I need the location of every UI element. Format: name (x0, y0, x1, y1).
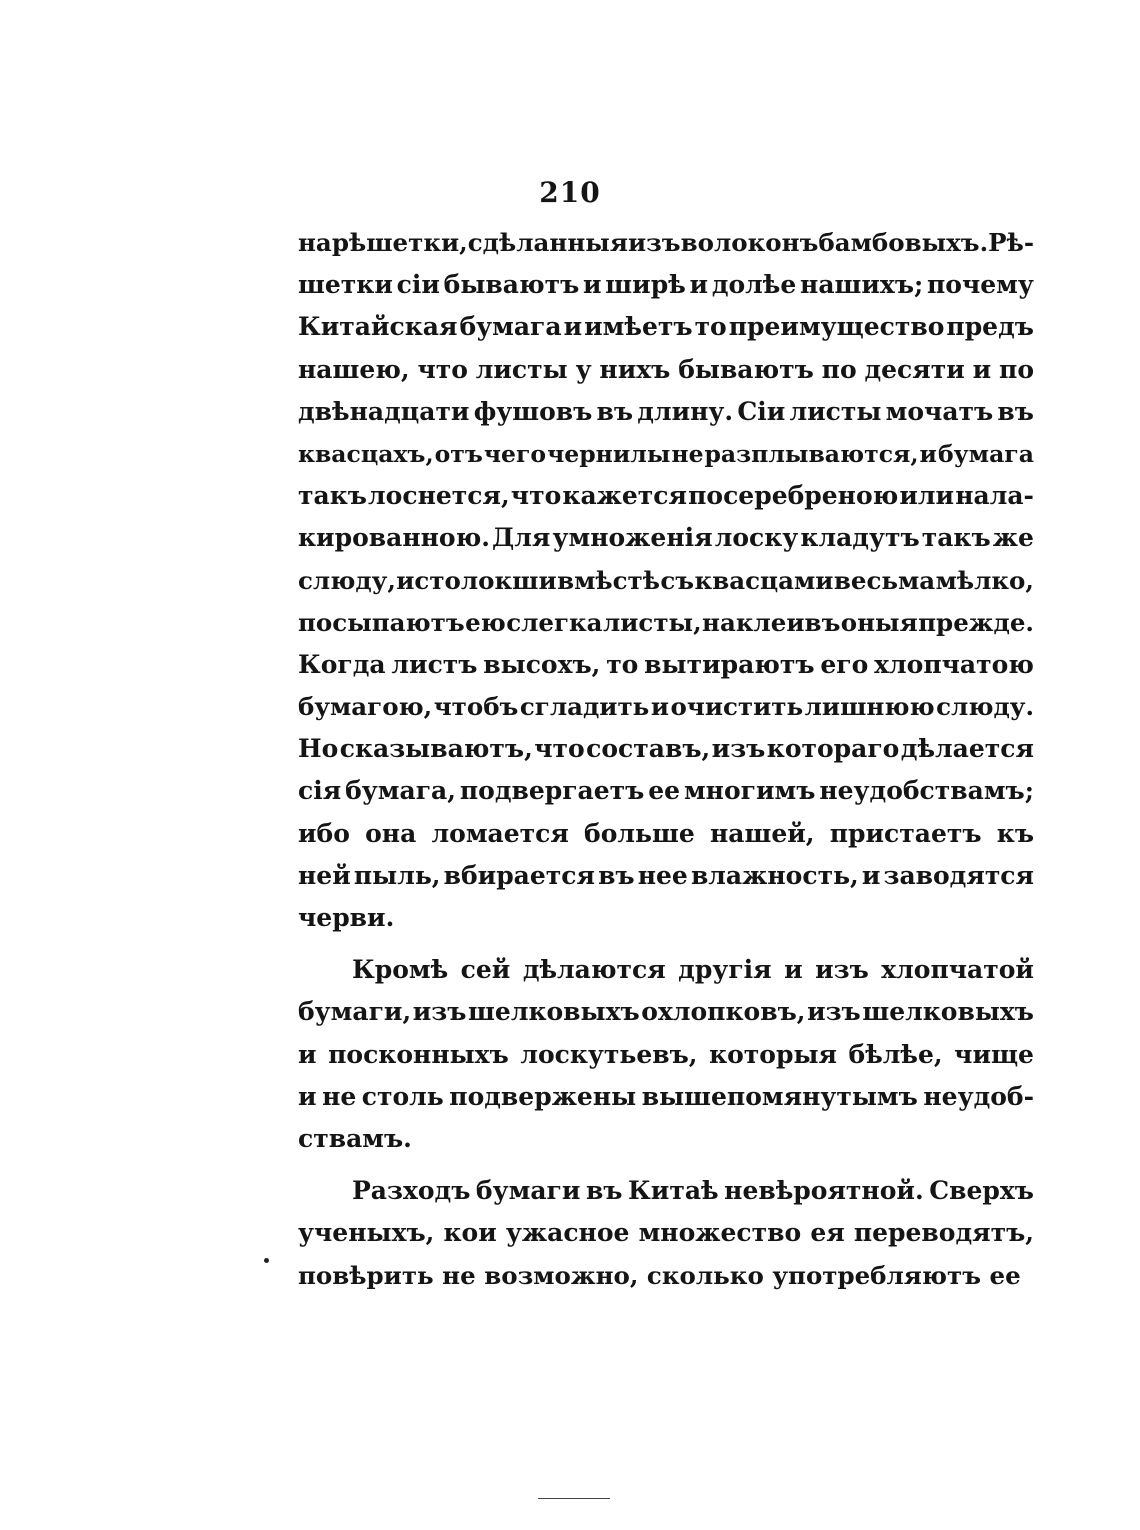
text-line: нашею, что листы у нихъ бываютъ по десяти и по (298, 354, 1034, 384)
text-line: Разходъ бумаги въ Китаѣ невѣроятной. Сверхъ (352, 1176, 1034, 1206)
text-line: Когда листъ высохъ, то вытираютъ его хлопчатою (298, 649, 1034, 679)
ink-speck (264, 1258, 269, 1263)
text-line: двѣнадцати фушовъ въ длину. Сіи листы мочатъ въ (298, 396, 1034, 426)
paragraph (298, 949, 1034, 1160)
text-line: Кромѣ сей дѣлаются другія и изъ хлопчатой (352, 955, 1034, 985)
text-line: и посконныхъ лоскутьевъ, которыя бѣлѣе, чище (298, 1039, 1034, 1069)
text-line: черви. (298, 903, 395, 932)
text-line: посыпаютъ ею слегка листы, наклеивъ оныя прежде. (298, 607, 1034, 637)
text-line: кированною. Для умноженія лоску кладутъ такъ же (298, 523, 1034, 553)
text-line: бумаги, изъ шелковыхъ охлопковъ, изъ шелковыхъ (298, 997, 1034, 1027)
text-line: ибо она ломается больше нашей, пристаетъ къ (298, 818, 1034, 848)
text-line: ученыхъ, кои ужасное множество ея переводятъ, (298, 1218, 1034, 1248)
text-line: Но сказываютъ, что составъ, изъ котораго дѣлается (298, 734, 1034, 764)
paragraph (298, 222, 1034, 939)
page-number: 210 (539, 176, 601, 209)
text-line: такъ лоснется, что кажется посеребреною или нала- (298, 481, 1034, 511)
paragraph (298, 1170, 1034, 1297)
text-line: Китайская бумага и имѣетъ то преимущество предъ (298, 312, 1034, 342)
text-line: на рѣшетки, сдѣланныя изъ волоконъ бамбовыхъ. Рѣ- (298, 228, 1034, 257)
body-text (298, 222, 1034, 1297)
text-line: повѣрить не возможно, сколько употребляютъ ее (298, 1260, 1021, 1290)
text-line: бумагою, чтобъ сгладить и очистить лишнюю слюду. (298, 692, 1034, 722)
text-line: слюду, истолокши вмѣстѣ съ квасцами весьма мѣлко, (298, 565, 1034, 595)
paragraph-gap (298, 1160, 1034, 1170)
bottom-rule (538, 1498, 610, 1499)
paragraph-gap (298, 939, 1034, 949)
text-line: ней пыль, вбирается въ нее влажность, и заводятся (298, 860, 1034, 890)
text-line: шетки сіи бываютъ и ширѣ и долѣе нашихъ; почему (298, 270, 1034, 300)
text-line: и не столь подвержены вышепомянутымъ неудоб- (298, 1081, 1034, 1111)
text-line: квасцахъ, отъ чего чернилы не разплываются, и бумага (298, 439, 1034, 468)
text-line: сія бумага, подвергаетъ ее многимъ неудобствамъ; (298, 776, 1034, 806)
text-line: ствамъ. (298, 1123, 412, 1153)
